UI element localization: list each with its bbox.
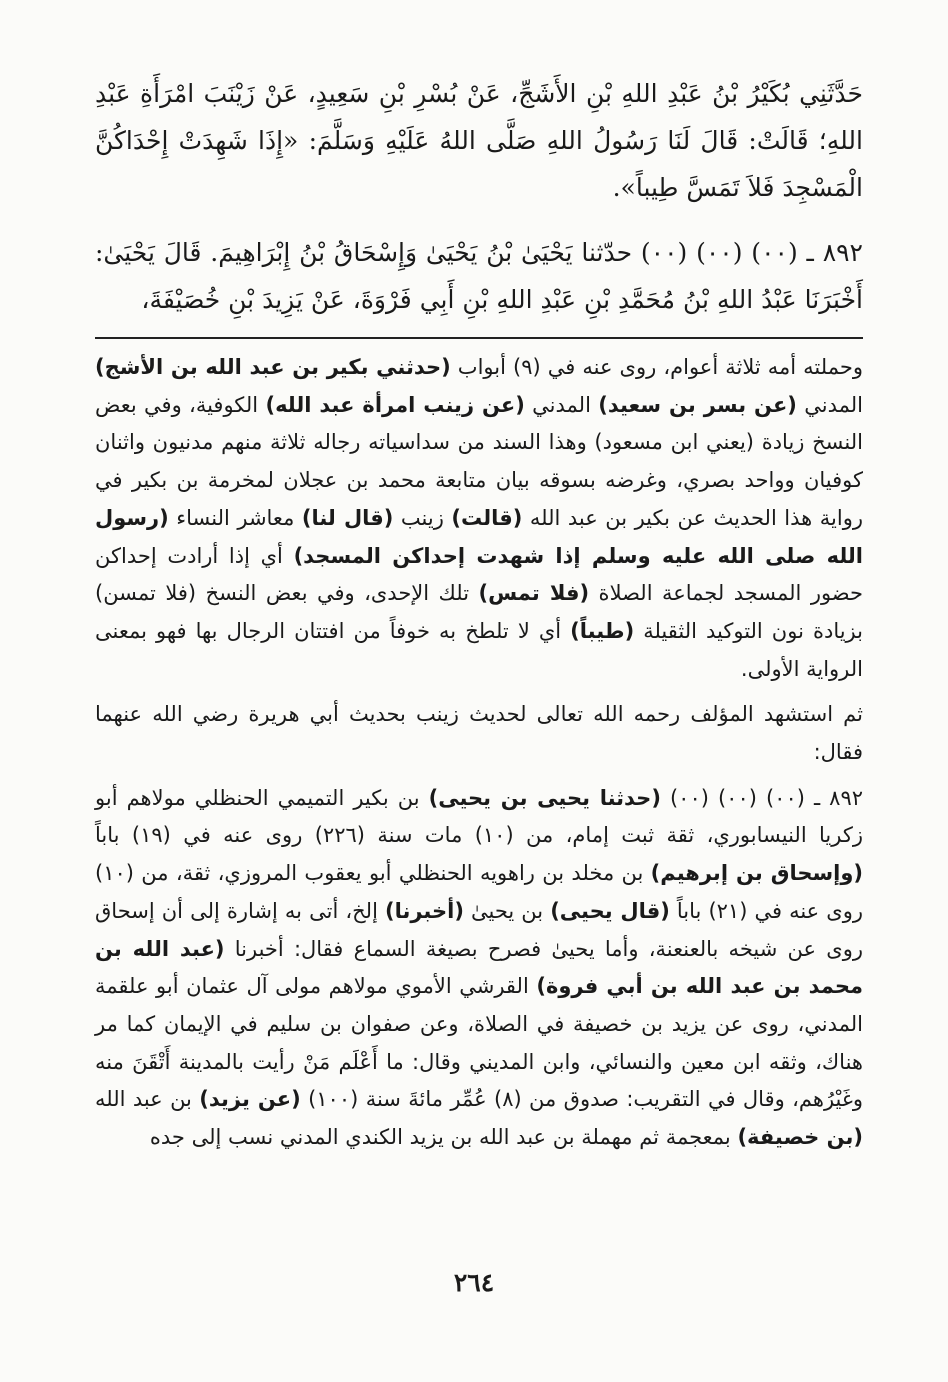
commentary-paragraph-1: وحملته أمه ثلاثة أعوام، روى عنه في (٩) أبواب (حدثني بكير بن عبد الله بن الأشج) المدني (عن بسر بن سعيد) المدني (عن زينب امرأة عبد الله) الكوفية، وفي بعض النسخ زيادة (يعني ابن مسعود) وهذا السند من سداسياته رجاله ثلاثة منهم مدنيون واثنان كوفيان وواحد بصري، وغرضه بسوقه بيان متابعة محمد بن عجلان لمخرمة بن بكير في رواية هذا الحديث عن بكير بن عبد الله (قالت) زينب (قال لنا) معاشر النساء (رسول الله صلى الله عليه وسلم إذا شهدت إحداكن المسجد) أي إذا أرادت إحداكن حضور المسجد لجماعة الصلاة (فلا تمس) تلك الإحدى، وفي بعض النسخ (فلا تمسن) بزيادة نون التوكيد الثقيلة (طيباً) أي لا تلطخ به خوفاً من افتتان الرجال بها فهو بمعنى الرواية الأولى. <box>95 355 863 681</box>
commentary-paragraph-2: ثم استشهد المؤلف رحمه الله تعالى لحديث زينب بحديث أبي هريرة رضي الله عنهما فقال: <box>95 702 863 765</box>
footnote-separator <box>95 337 863 339</box>
hadith-paragraph-1: حَدَّثَنِي بُكَيْرُ بْنُ عَبْدِ اللهِ بْنِ الأَشَجِّ، عَنْ بُسْرِ بْنِ سَعِيدٍ، عَنْ زَيْنَبَ امْرَأَةِ عَبْدِ اللهِ؛ قَالَتْ: قَالَ لَنَا رَسُولُ اللهِ صَلَّى اللهُ عَلَيْهِ وَسَلَّمَ: «إِذَا شَهِدَتْ إِحْدَاكُنَّ الْمَسْجِدَ فَلاَ تَمَسَّ طِيباً». <box>95 79 863 202</box>
hadith-text <box>95 70 863 323</box>
hadith-paragraph-2: ٨٩٢ ـ (٠٠) (٠٠) (٠٠) حدّثنا يَحْيَىٰ بْنُ يَحْيَىٰ وَإِسْحَاقُ بْنُ إِبْرَاهِيمَ. قَالَ يَحْيَىٰ: أَخْبَرَنَا عَبْدُ اللهِ بْنُ مُحَمَّدِ بْنِ عَبْدِ اللهِ بْنِ أَبِي فَرْوَةَ، عَنْ يَزِيدَ بْنِ خُصَيْفَةَ، <box>95 238 863 314</box>
page-content <box>95 70 863 1165</box>
commentary-paragraph-3: ٨٩٢ ـ (٠٠) (٠٠) (٠٠) (حدثنا يحيى بن يحيى) بن بكير التميمي الحنظلي مولاهم أبو زكريا النيسابوري، ثقة ثبت إمام، من (١٠) مات سنة (٢٢٦) روى عنه في (١٩) باباً (وإسحاق بن إبرهيم) بن مخلد بن راهويه الحنظلي أبو يعقوب المروزي، ثقة، من (١٠) روى عنه في (٢١) باباً (قال يحيى) بن يحيىٰ (أخبرنا) إلخ، أتى به إشارة إلى أن إسحاق روى عن شيخه بالعنعنة، وأما يحيىٰ فصرح بصيغة السماع فقال: أخبرنا (عبد الله بن محمد بن عبد الله بن أبي فروة) القرشي الأموي مولاهم مولى آل عثمان أبو علقمة المدني، روى عن يزيد بن خصيفة في الصلاة، وعن صفوان بن سليم في الإيمان كما مر هناك، وثقه ابن معين والنسائي، وابن المديني وقال: ما أَعْلَم مَنْ رأيت بالمدينة أَتْقَنَ منه وغَيْرُهم، وقال في التقريب: صدوق من (٨) عُمِّر مائةَ سنة (١٠٠) (عن يزيد) بن عبد الله (بن خصيفة) بمعجمة ثم مهملة بن عبد الله بن يزيد الكندي المدني نسب إلى جده <box>95 785 864 1150</box>
page-number: ٢٦٤ <box>453 1268 495 1297</box>
commentary <box>95 349 863 1157</box>
